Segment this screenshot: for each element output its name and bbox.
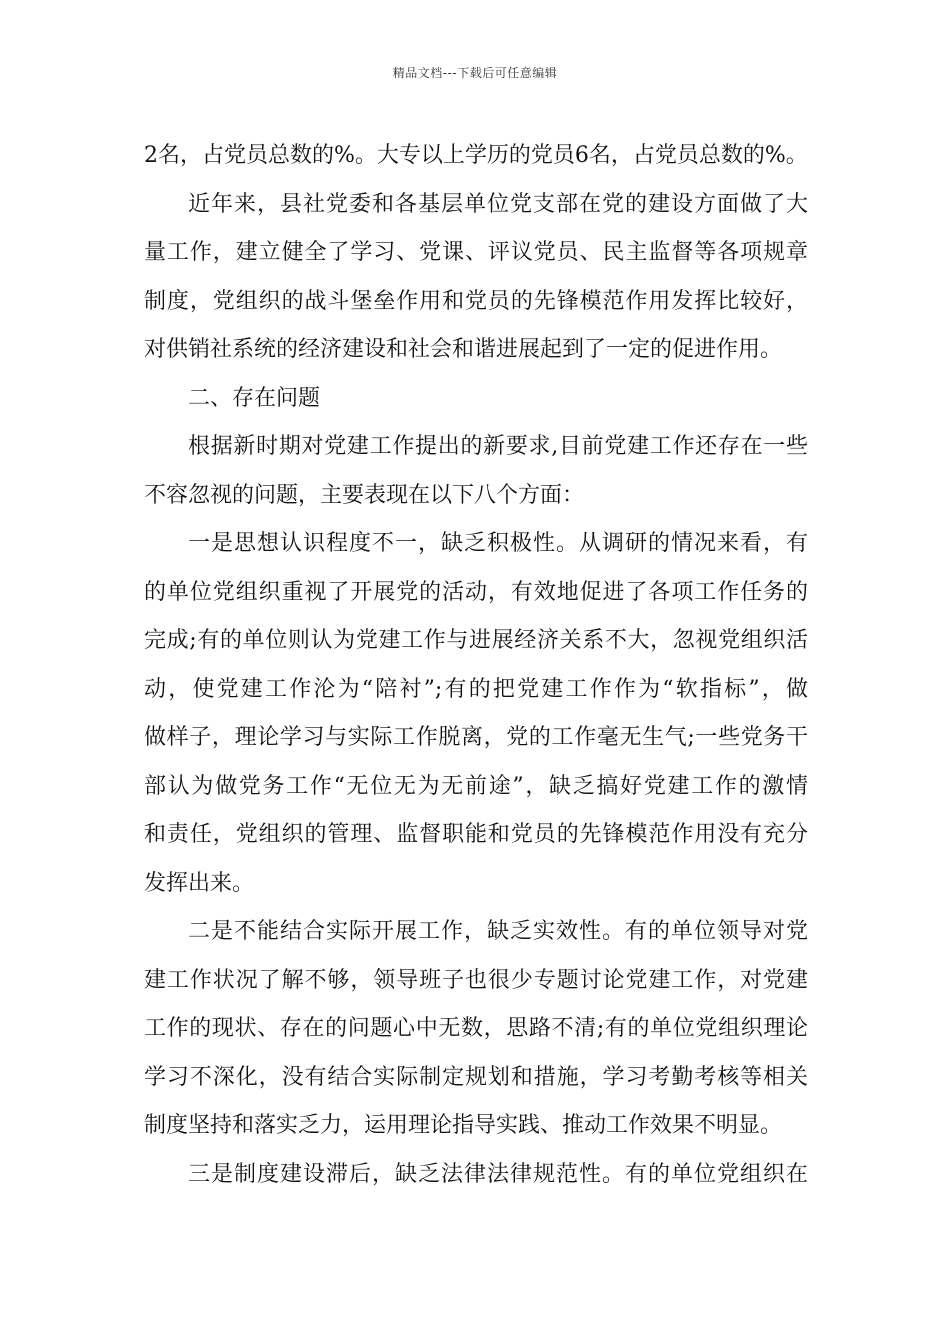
text-line: 量工作，建立健全了学习、党课、评议党员、民主监督等各项规章 xyxy=(144,240,808,265)
text-line: 发挥出来。 xyxy=(144,870,255,896)
text-line: 和责任，党组织的管理、监督职能和党员的先锋模范作用没有充分 xyxy=(144,822,808,847)
text-line: 学习不深化，没有结合实际制定规划和措施，学习考勤考核等相关 xyxy=(144,1064,808,1090)
text-line: 制度，党组织的战斗堡垒作用和党员的先锋模范作用发挥比较好， xyxy=(144,288,808,314)
text-line: 制度坚持和落实乏力，运用理论指导实践、推动工作效果不明显。 xyxy=(144,1113,783,1138)
text-line: 近年来，县社党委和各基层单位党支部在党的建设方面做了大 xyxy=(188,191,808,217)
text-line: 三是制度建设滞后，缺乏法律法律规范性。有的单位党组织在 xyxy=(188,1161,808,1187)
text-line: 完成;有的单位则认为党建工作与进展经济关系不大，忽视党组织活 xyxy=(144,628,808,653)
text-line: 根据新时期对党建工作提出的新要求,目前党建工作还存在一些 xyxy=(188,434,808,459)
text-line: 不容忽视的问题，主要表现在以下八个方面： xyxy=(144,482,585,508)
text-line: 一是思想认识程度不一，缺乏积极性。从调研的情况来看，有 xyxy=(188,531,808,556)
text-line: 建工作状况了解不够，领导班子也很少专题讨论党建工作，对党建 xyxy=(144,967,808,993)
text-line: 2名，占党员总数的%。大专以上学历的党员6名，占党员总数的%。 xyxy=(144,143,808,168)
page-header: 精品文档---下载后可任意编辑 xyxy=(392,66,558,80)
text-line: 动，使党建工作沦为“陪衬”;有的把党建工作作为“软指标”，做 xyxy=(144,676,808,702)
text-line: 二是不能结合实际开展工作，缺乏实效性。有的单位领导对党 xyxy=(188,919,808,944)
document-body xyxy=(144,132,808,1199)
text-line: 部认为做党务工作“无位无为无前途”，缺乏搞好党建工作的激情 xyxy=(144,773,808,799)
text-line: 对供销社系统的经济建设和社会和谐进展起到了一定的促进作用。 xyxy=(144,337,783,362)
text-line: 二、存在问题 xyxy=(188,385,321,411)
text-line: 的单位党组织重视了开展党的活动，有效地促进了各项工作任务的 xyxy=(144,579,808,605)
text-line: 做样子，理论学习与实际工作脱离，党的工作毫无生气;一些党务干 xyxy=(144,725,808,750)
text-line: 工作的现状、存在的问题心中无数，思路不清;有的单位党组织理论 xyxy=(144,1016,808,1041)
